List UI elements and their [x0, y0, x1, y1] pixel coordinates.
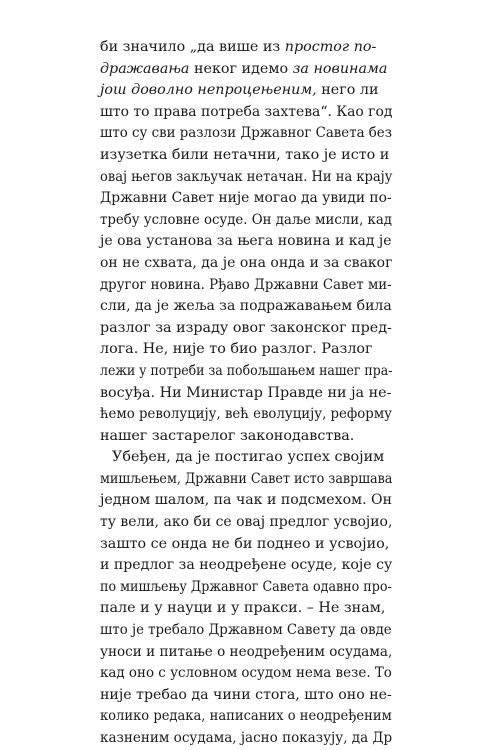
text-line — [100, 685, 392, 707]
text-line — [100, 80, 392, 102]
emphasized-text: још доволно непроцењеним, — [100, 82, 317, 99]
text-line — [100, 426, 392, 448]
text-line — [100, 167, 393, 189]
text-segment: другог новина. Рђаво Државни Савет ми- — [100, 276, 392, 293]
text-line — [100, 37, 392, 59]
text-segment: што су сви разлози Државног Савета без — [100, 125, 392, 142]
text-line — [100, 102, 393, 124]
text-segment: восуђа. Ни Министар Правде ни ја не- — [100, 384, 392, 401]
text-line — [100, 577, 392, 599]
text-line — [100, 318, 392, 340]
text-segment: лога. Не, није то био разлог. Разлог — [100, 341, 373, 358]
text-segment: кад оно с условном осудом нема везе. То — [100, 665, 392, 682]
text-line — [100, 59, 392, 81]
text-segment: што је требало Државном Савету да овде — [100, 622, 392, 639]
text-segment: казненим осудама, јасно показују, да Др — [100, 730, 393, 746]
text-line — [100, 361, 393, 383]
text-line — [100, 469, 393, 491]
text-line — [100, 404, 392, 426]
text-line — [100, 383, 392, 405]
text-segment: разлог за израду овог законског пред- — [100, 319, 392, 336]
body-text — [100, 37, 392, 750]
text-line — [100, 210, 392, 232]
text-segment: Убеђен, да је постигао успех својим — [112, 449, 385, 466]
text-line — [100, 296, 392, 318]
text-segment: лежи у потреби за побољшањем нашег пра- — [100, 362, 393, 379]
text-segment: је ова установа за њега новина и кад је — [100, 233, 392, 250]
text-line — [100, 145, 392, 167]
text-line — [100, 642, 393, 664]
text-segment: неког идемо — [189, 60, 293, 77]
text-line — [100, 555, 393, 577]
text-line — [100, 534, 392, 556]
text-line — [100, 339, 392, 361]
text-line — [100, 253, 393, 275]
text-segment: једном шалом, па чак и подсмехом. Он — [100, 492, 393, 509]
text-segment: него ли — [316, 82, 379, 99]
text-line — [100, 706, 392, 728]
emphasized-text: за новинама — [292, 60, 388, 77]
text-line — [100, 275, 392, 297]
text-segment: није требао да чини стога, што оно не- — [100, 686, 392, 703]
text-line — [100, 512, 393, 534]
text-segment: нашег застарелог законодавства. — [100, 427, 355, 444]
text-line — [100, 447, 392, 469]
text-segment: овај његов закључак нетачан. Ни на крају — [100, 168, 393, 185]
text-segment: пале и у науци и у пракси. – Не знам, — [100, 600, 386, 617]
text-line — [100, 123, 392, 145]
text-segment: ту вели, ако би се овај предлог усвојио, — [100, 514, 393, 531]
text-segment: би значило „да више из — [100, 39, 285, 55]
text-segment: по мишљењу Државног Савета одавно про- — [100, 578, 392, 595]
text-line — [100, 598, 392, 620]
text-line — [100, 490, 393, 512]
text-segment: Државни Савет није могао да увиди по- — [100, 190, 392, 207]
text-segment: зашто се онда не би поднео и усвојио, — [100, 535, 390, 552]
emphasized-text: дражавања — [100, 60, 190, 77]
text-segment: колико редака, написаних о неодређеним — [100, 708, 392, 725]
text-line — [100, 663, 392, 685]
text-segment: што то права потреба захтева“. Као год — [100, 103, 393, 120]
text-line — [100, 620, 392, 642]
text-line — [100, 231, 392, 253]
text-segment: требу условне осуде. Он даље мисли, кад — [100, 211, 392, 228]
text-segment: ћемо револуцију, већ еволуцију, реформу — [100, 406, 392, 423]
text-line — [100, 188, 392, 210]
text-segment: уноси и питање о неодређеним осудама, — [100, 643, 393, 660]
emphasized-text: простог по- — [284, 39, 377, 55]
text-segment: изузетка били нетачни, тако је исто и — [100, 146, 390, 163]
text-segment: он не схвата, да је она онда и за сваког — [100, 254, 393, 271]
text-segment: и предлог за неодређене осуде, које су — [100, 557, 393, 574]
text-segment: сли, да је жеља за подражавањем била — [100, 298, 392, 315]
text-line — [100, 728, 393, 750]
text-segment: мишљењем, Државни Савет исто завршава — [100, 470, 393, 487]
